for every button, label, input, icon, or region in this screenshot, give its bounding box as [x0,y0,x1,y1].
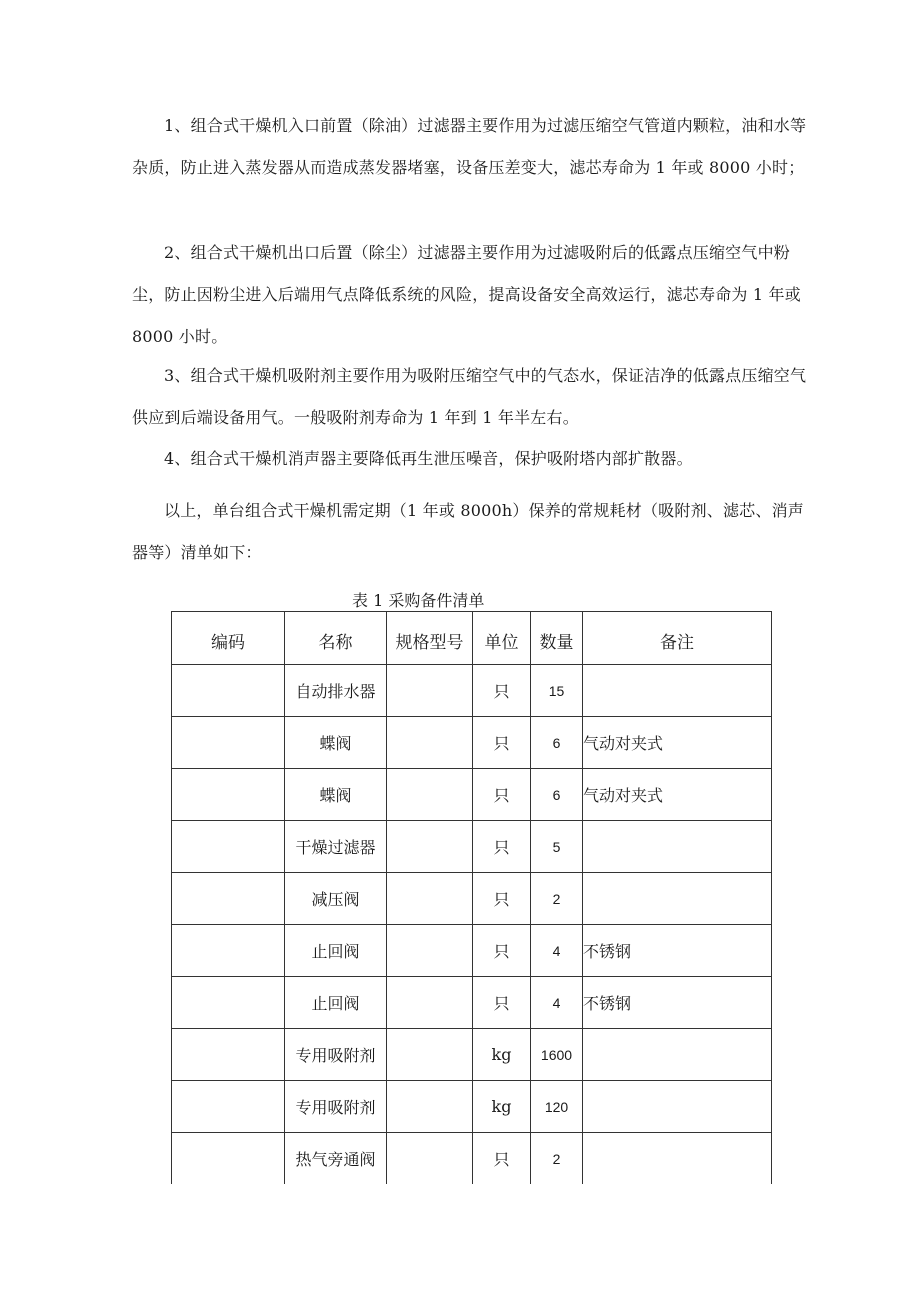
cell-name: 蝶阀 [285,717,387,769]
cell-unit: kg [473,1081,531,1133]
table-row [172,769,772,821]
cell-name: 减压阀 [285,873,387,925]
table-row [172,1081,772,1133]
cell-spec [387,1133,473,1185]
cell-unit: 只 [473,925,531,977]
cell-spec [387,1029,473,1081]
cell-quantity: 2 [531,1133,583,1185]
cell-quantity: 6 [531,769,583,821]
cell-code [172,665,285,717]
cell-spec [387,717,473,769]
cell-remark: 气动对夹式 [583,717,772,769]
table-row [172,1029,772,1081]
cell-unit: kg [473,1029,531,1081]
header-unit: 单位 [473,612,531,665]
cell-name: 干燥过滤器 [285,821,387,873]
cell-unit: 只 [473,873,531,925]
paragraph-1: 1、组合式干燥机入口前置（除油）过滤器主要作用为过滤压缩空气管道内颗粒，油和水等杂质，防止进入蒸发器从而造成蒸发器堵塞，设备压差变大，滤芯寿命为 1 年或 8000 小时； [132,116,807,177]
cell-remark [583,1029,772,1081]
cell-code [172,925,285,977]
table-caption: 表 1 采购备件清单 [352,591,485,610]
cell-code [172,769,285,821]
header-spec: 规格型号 [387,612,473,665]
cell-code [172,1081,285,1133]
cell-name: 自动排水器 [285,665,387,717]
cell-quantity: 1600 [531,1029,583,1081]
table-row [172,717,772,769]
cell-quantity: 5 [531,821,583,873]
paragraph-5: 以上，单台组合式干燥机需定期（1 年或 8000h）保养的常规耗材（吸附剂、滤芯、消声器等）清单如下： [132,501,804,562]
cell-name: 专用吸附剂 [285,1081,387,1133]
cell-unit: 只 [473,977,531,1029]
cell-remark [583,665,772,717]
paragraph-4: 4、组合式干燥机消声器主要降低再生泄压噪音，保护吸附塔内部扩散器。 [164,449,693,468]
cell-code [172,1133,285,1185]
cell-remark [583,1081,772,1133]
paragraph-2: 2、组合式干燥机出口后置（除尘）过滤器主要作用为过滤吸附后的低露点压缩空气中粉尘，防止因粉尘进入后端用气点降低系统的风险，提高设备安全高效运行，滤芯寿命为 1 年或 8000 小时。 [132,243,801,346]
header-remark: 备注 [583,612,772,665]
cell-code [172,1029,285,1081]
table-row [172,821,772,873]
cell-spec [387,769,473,821]
cell-spec [387,873,473,925]
table-row [172,873,772,925]
paragraph-3: 3、组合式干燥机吸附剂主要作用为吸附压缩空气中的气态水，保证洁净的低露点压缩空气供应到后端设备用气。一般吸附剂寿命为 1 年到 1 年半左右。 [132,366,807,427]
cell-remark [583,873,772,925]
cell-spec [387,977,473,1029]
cell-quantity: 6 [531,717,583,769]
cell-name: 止回阀 [285,925,387,977]
cell-remark [583,821,772,873]
header-code: 编码 [172,612,285,665]
cell-code [172,717,285,769]
cell-name: 蝶阀 [285,769,387,821]
cell-spec [387,1081,473,1133]
header-quantity: 数量 [531,612,583,665]
cell-quantity: 2 [531,873,583,925]
cell-name: 热气旁通阀 [285,1133,387,1185]
cell-unit: 只 [473,665,531,717]
cell-remark: 不锈钢 [583,977,772,1029]
table-row [172,1133,772,1185]
cell-remark [583,1133,772,1185]
table-header-row [172,612,772,665]
cell-spec [387,665,473,717]
cell-remark: 不锈钢 [583,925,772,977]
cell-unit: 只 [473,769,531,821]
cell-quantity: 4 [531,925,583,977]
cell-remark: 气动对夹式 [583,769,772,821]
cell-quantity: 120 [531,1081,583,1133]
parts-table [171,611,772,1184]
table-row [172,665,772,717]
cell-quantity: 15 [531,665,583,717]
cell-unit: 只 [473,821,531,873]
cell-unit: 只 [473,1133,531,1185]
cell-name: 止回阀 [285,977,387,1029]
cell-unit: 只 [473,717,531,769]
table-row [172,925,772,977]
cell-name: 专用吸附剂 [285,1029,387,1081]
cell-quantity: 4 [531,977,583,1029]
cell-code [172,977,285,1029]
cell-code [172,873,285,925]
cell-spec [387,925,473,977]
table-row [172,977,772,1029]
cell-code [172,821,285,873]
cell-spec [387,821,473,873]
header-name: 名称 [285,612,387,665]
